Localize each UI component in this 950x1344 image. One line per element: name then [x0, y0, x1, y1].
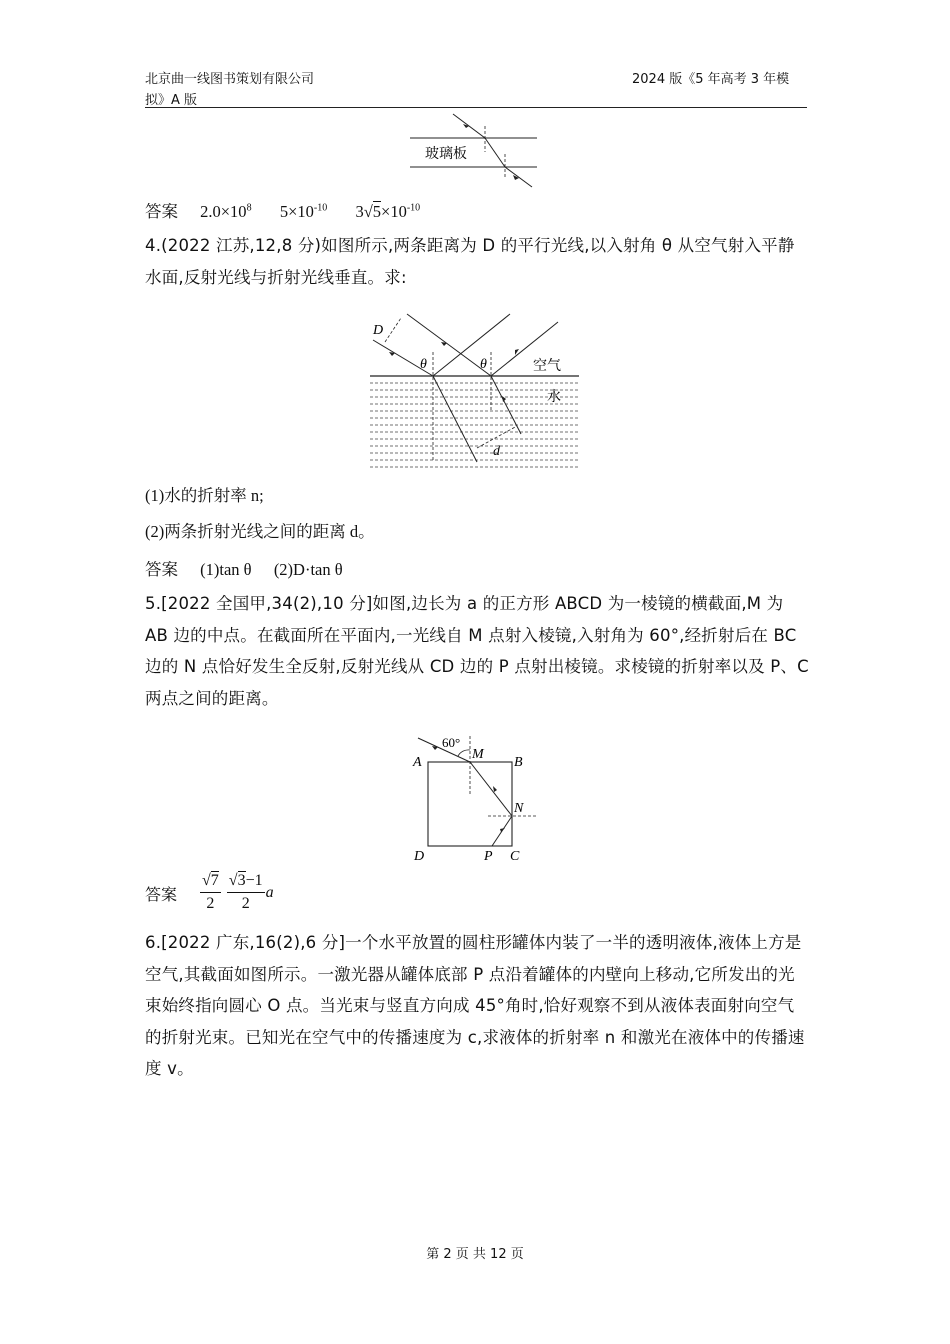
question-4-part-2: (2)两条折射光线之间的距离 d。	[145, 522, 375, 541]
header-rule	[145, 107, 807, 108]
answer-3	[145, 198, 420, 222]
square-ABCD	[428, 762, 512, 846]
answer-5-label: 答案	[145, 884, 178, 904]
answer-4-part-2: (2)D·tan θ	[273, 560, 343, 579]
question-4-part-1: (1)水的折射率 n;	[145, 486, 264, 505]
question-5-text: 5.[2022 全国甲,34(2),10 分]如图,边长为 a 的正方形 ABCD 为一棱镜的横截面,M 为 AB 边的中点。在截面所在平面内,一光线自 M 点射入棱镜,入射角为 60°,经折射后在 BC 边的 N 点恰好发生全反射,反射光线从 CD 边的 P 点射出棱镜。求棱镜的折射率以及 P、C 两点之间的距离。	[145, 594, 809, 708]
label-D: D	[373, 323, 384, 338]
label-P: P	[484, 849, 493, 864]
D-measure-line	[385, 318, 401, 342]
answer-3-v1-base: 2.0×10	[200, 202, 247, 221]
label-d: d	[493, 444, 500, 459]
glass-label: 玻璃板	[425, 146, 467, 162]
answer-3-v3-exp: -10	[406, 202, 421, 214]
answer-5	[145, 871, 274, 915]
answer-5-ans2-var: a	[265, 884, 274, 901]
answer-3-v3-base: ×10	[381, 202, 407, 221]
label-water: 水	[547, 389, 561, 405]
answer-5-distance: $\frac{√3-1}{2}$	[227, 871, 265, 915]
answer-4-label: 答案	[145, 560, 178, 579]
question-5-figure	[408, 732, 548, 864]
answer-5-ans1-rad: 7	[210, 872, 219, 889]
arrow-MN	[493, 786, 497, 792]
answer-5-ans1-den: 2	[206, 895, 215, 912]
answer-3-v3-coef: 3	[355, 202, 364, 221]
answer-3-v2-base: 5×10	[279, 202, 314, 221]
header-company-line2: 拟》A 版	[145, 93, 198, 108]
label-theta-2: θ	[480, 357, 487, 372]
question-4-text: 4.(2022 江苏,12,8 分)如图所示,两条距离为 D 的平行光线,以入射角 θ 从空气射入平静水面,反射光线与折射光线垂直。求:	[145, 236, 795, 287]
label-D: D	[414, 849, 425, 864]
refracted-ray-1	[433, 376, 477, 462]
glass-plate-figure	[405, 112, 545, 192]
emergent-ray	[505, 167, 532, 187]
header-company-line1: 北京曲一线图书策划有限公司	[145, 72, 315, 87]
answer-4	[145, 556, 343, 580]
answer-5-ans2-rest: −1	[245, 872, 263, 889]
label-air: 空气	[533, 358, 561, 374]
label-M: M	[472, 747, 484, 762]
answer-5-ans2-den: 2	[241, 895, 250, 912]
answer-3-v3-rad: 5	[372, 202, 382, 221]
answer-3-v1-exp: 8	[246, 202, 252, 214]
label-angle: 60°	[442, 735, 461, 750]
header-company	[145, 69, 314, 111]
question-4-figure	[365, 312, 585, 472]
refracted-ray-MN	[470, 762, 512, 816]
label-theta-1: θ	[420, 357, 427, 372]
answer-3-value-1	[200, 202, 251, 221]
answer-5-ans2-rad: 3	[237, 872, 246, 889]
refracted-ray	[485, 138, 505, 167]
header-book-title: 2024 版《5 年高考 3 年模	[632, 72, 790, 87]
answer-5-refractive-index: $\frac{√7}{2}$	[200, 871, 221, 915]
answer-4-part-1: (1)tan θ	[200, 560, 252, 579]
label-B: B	[514, 755, 523, 770]
angle-arc	[458, 750, 470, 756]
answer-3-value-3: $3√5\times 10^{-10}$	[355, 202, 421, 221]
answer-3-label: 答案	[145, 202, 178, 221]
arrow-NP	[500, 828, 505, 832]
label-N: N	[514, 801, 524, 816]
page-footer: 第 2 页 共 12 页	[426, 1247, 524, 1262]
question-6-text: 6.[2022 广东,16(2),6 分]一个水平放置的圆柱形罐体内装了一半的透明液体,液体上方是空气,其截面如图所示。一激光器从罐体底部 P 点沿着罐体的内壁向上移动,它所发出的光束始终指向圆心 O 点。当光束与竖直方向成 45°角时,恰好观察不到从液体表面射向空气的折射光束。已知光在空气中的传播速度为 c,求液体的折射率 n 和激光在液体中的传播速度 v。	[145, 933, 805, 1078]
label-C: C	[510, 849, 520, 864]
answer-3-value-2	[280, 202, 327, 221]
label-A: A	[413, 755, 422, 770]
answer-3-v2-exp: -10	[313, 202, 328, 214]
incident-ray-arrow	[463, 124, 469, 128]
